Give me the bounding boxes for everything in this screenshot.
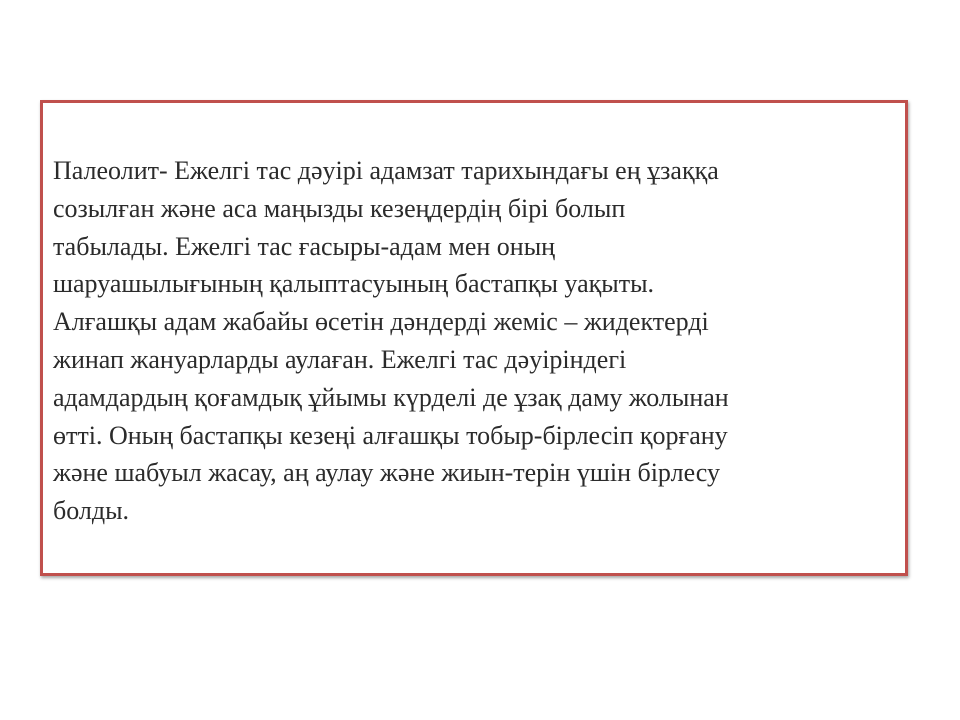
paragraph-line: адамдардың қоғамдық ұйымы күрделі де ұзақ даму жолынан [53, 382, 729, 412]
paragraph-line: болды. [53, 496, 130, 526]
paragraph-line: Алғашқы адам жабайы өсетін дәндерді жеміс – жидектерді [53, 307, 709, 337]
paragraph-line: және шабуыл жасау, аң аулау және жиын-терін үшін бірлесу [53, 458, 720, 488]
paragraph-line: шаруашылығының қалыптасуының бастапқы уақыты. [53, 269, 655, 299]
paragraph-line: созылған және аса маңызды кезеңдердің бірі болып [53, 193, 626, 223]
paragraph-line: табылады. Ежелгі тас ғасыры-адам мен оның [53, 231, 556, 261]
text-box [40, 100, 908, 576]
paragraph-line: Палеолит- Ежелгі тас дәуірі адамзат тарихындағы ең ұзаққа [53, 156, 719, 185]
paragraph-line: өтті. Оның бастапқы кезеңі алғашқы тобыр-бірлесіп қорғану [53, 420, 728, 450]
paragraph-line: жинап жануарларды аулаған. Ежелгі тас дәуіріндегі [53, 344, 627, 374]
body-paragraph [53, 152, 888, 530]
